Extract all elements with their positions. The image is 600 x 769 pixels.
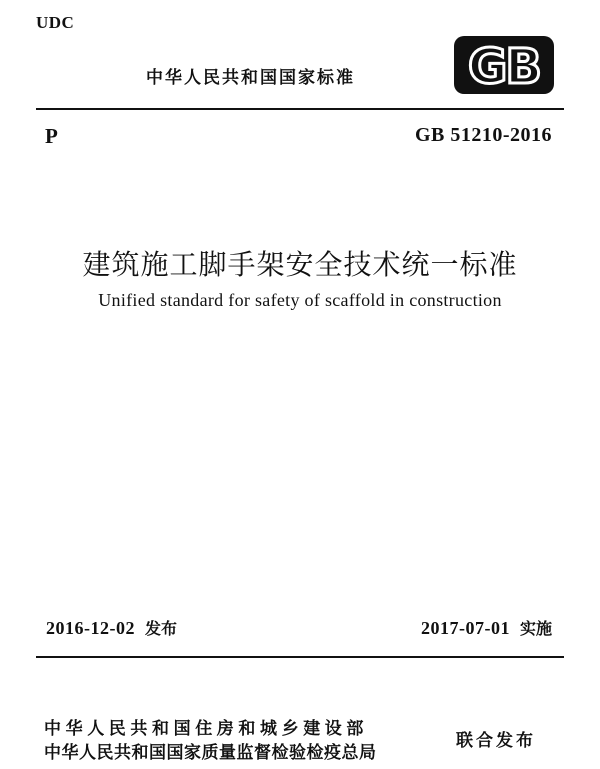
issuer-aqsiq: 中华人民共和国国家质量监督检验检疫总局: [44, 743, 377, 763]
header-rule: [36, 108, 564, 110]
svg-text:GB: GB: [468, 39, 540, 95]
title-english: Unified standard for safety of scaffold in construction: [98, 290, 502, 310]
footer-rule: [36, 656, 564, 658]
effective-date: 2017-07-01: [420, 618, 510, 638]
issue-date: 2016-12-02: [46, 618, 135, 638]
issuer-ministry: 中华人民共和国住房和城乡建设部: [44, 719, 368, 739]
effective-date-row: [421, 616, 552, 639]
national-standard-heading: 中华人民共和国国家标准: [146, 68, 355, 88]
joint-issue-label: 联合发布: [456, 731, 536, 751]
issue-date-row: [46, 616, 177, 639]
category-code: P: [45, 124, 58, 148]
udc-label: UDC: [36, 13, 75, 32]
effective-label: 实施: [519, 619, 552, 638]
standard-number: GB 51210-2016: [414, 124, 552, 146]
gb-logo: [452, 34, 556, 96]
title-chinese: 建筑施工脚手架安全技术统一标准: [82, 248, 518, 281]
issue-label: 发布: [145, 619, 178, 638]
